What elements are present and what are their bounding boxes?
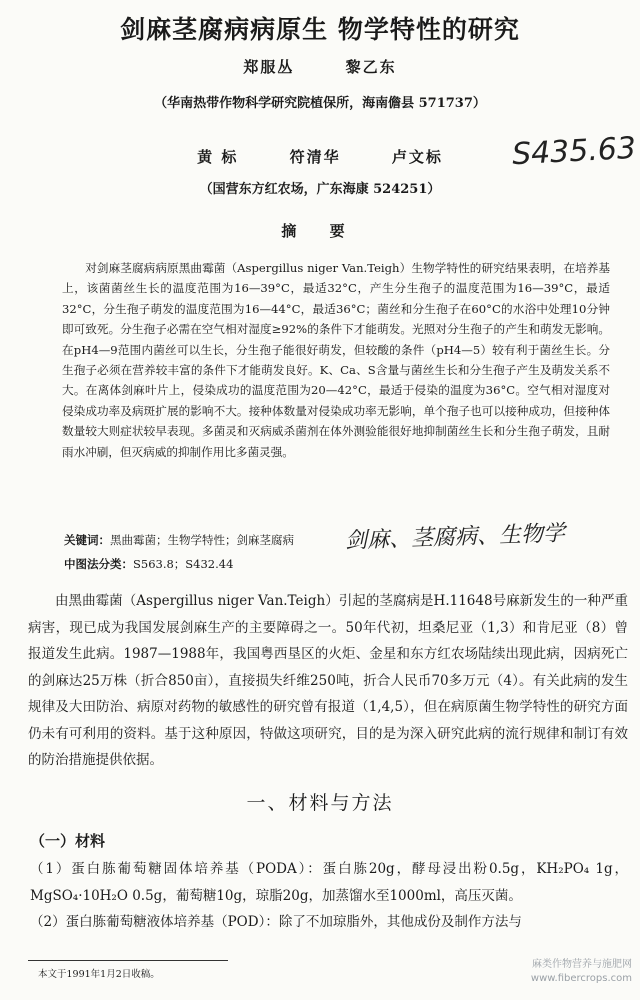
handwritten-call-number: S435.63 bbox=[511, 130, 637, 173]
paper-title: 剑麻茎腐病病原生 物学特性的研究 bbox=[120, 15, 520, 44]
author-list-2 bbox=[0, 146, 640, 167]
author: 郑服丛 bbox=[243, 58, 295, 76]
watermark-line: 麻类作物营养与施肥网 bbox=[532, 959, 632, 970]
sub-heading: （一）材料 bbox=[30, 832, 106, 850]
keywords-label: 关键词： bbox=[64, 533, 110, 547]
abstract-heading: 摘 要 bbox=[281, 222, 359, 240]
intro-paragraph: 由黑曲霉菌（Aspergillus niger Van.Teigh）引起的茎腐病是H.11648号麻新发生的一种严重病害，现已成为我国发展剑麻生产的主要障碍之一。50年代初，坦桑尼亚（1,3）和肯尼亚（8）曾报道发生此病。1987—1988年，我国粤西垦区的火炬、金星和东方红农场陆续出现此病，因病死亡的剑麻达25万株（折合850亩），直接损失纤维250吨，折合人民币70多万元（4）。有关此病的发生规律及大田防治、病原对药物的敏感性的研究曾有报道（1,4,5），但在病原菌生物学特性的研究方面仍未有可利用的资料。基于这种原因，特做这项研究，目的是为深入研究此病的流行规律和制订有效的防治措施提供依据。 bbox=[28, 593, 628, 768]
handwritten-keywords: 剑麻、茎腐病、生物学 bbox=[344, 521, 566, 554]
watermark-line: www.fibercrops.com bbox=[530, 973, 632, 984]
author: 符清华 bbox=[289, 148, 341, 166]
materials-list bbox=[30, 856, 628, 936]
footnote-rule bbox=[28, 960, 228, 961]
footnote: 本文于1991年1月2日收稿。 bbox=[38, 969, 160, 980]
material-item-1: （1）蛋白胨葡萄糖固体培养基（PODA）：蛋白胨20g，酵母浸出粉0.5g，KH₂PO₄ 1g，MgSO₄·10H₂O 0.5g，葡萄糖10g，琼脂20g，加蒸馏水至1000ml，高压灭菌。 bbox=[30, 861, 628, 904]
clc-text: S563.8；S432.44 bbox=[133, 557, 234, 571]
author: 卢文标 bbox=[391, 148, 443, 166]
keywords bbox=[64, 532, 364, 548]
abstract bbox=[62, 258, 610, 462]
author: 黄 标 bbox=[197, 148, 239, 166]
clc-classification bbox=[64, 556, 233, 572]
clc-label: 中图法分类： bbox=[64, 557, 133, 571]
watermark bbox=[531, 958, 632, 986]
author: 黎乙东 bbox=[345, 58, 397, 76]
affiliation-1: （华南热带作物科学研究院植保所，海南儋县 571737） bbox=[154, 96, 486, 111]
introduction bbox=[28, 588, 628, 774]
material-item-2: （2）蛋白胨葡萄糖液体培养基（POD）：除了不加琼脂外，其他成份及制作方法与 bbox=[30, 914, 522, 930]
keywords-text: 黑曲霉菌；生物学特性；剑麻茎腐病 bbox=[110, 533, 294, 547]
section-heading: 一、材料与方法 bbox=[246, 792, 394, 814]
author-list-1 bbox=[0, 56, 640, 77]
affiliation-2: （国营东方红农场，广东海康 524251） bbox=[199, 182, 441, 197]
abstract-text: 对剑麻茎腐病病原黑曲霉菌（Aspergillus niger Van.Teigh）生物学特性的研究结果表明，在培养基上，该菌菌丝生长的温度范围为16—39°C，最适32°C，产生分生孢子的温度范围为16—39°C，最适32°C，分生孢子萌发的温度范围为16—44°C，最适36°C；菌丝和分生孢子在60°C的水浴中处理10分钟即可致死。分生孢子必需在空气相对湿度≥92%的条件下才能萌发。光照对分生孢子的产生和萌发无影响。在pH4—9范围内菌丝可以生长，分生孢子能很好萌发，但较酸的条件（pH4—5）较有利于菌丝生长。分生孢子必须在营养较丰富的条件下才能萌发良好。K、Ca、S含量与菌丝生长和分生孢子产生及萌发关系不大。在离体剑麻叶片上，侵染成功的温度范围为20—42°C，最适于侵染的温度为36°C。空气相对湿度对侵染成功率及病斑扩展的影响不大。接种体数量对侵染成功率无影响，单个孢子也可以接种成功，但接种体数量较大则症状较早表现。多菌灵和灭病威杀菌剂在体外测验能很好地抑制菌丝生长和分生孢子萌发，且耐雨水冲刷，但灭病威的抑制作用比多菌灵强。 bbox=[62, 261, 610, 459]
